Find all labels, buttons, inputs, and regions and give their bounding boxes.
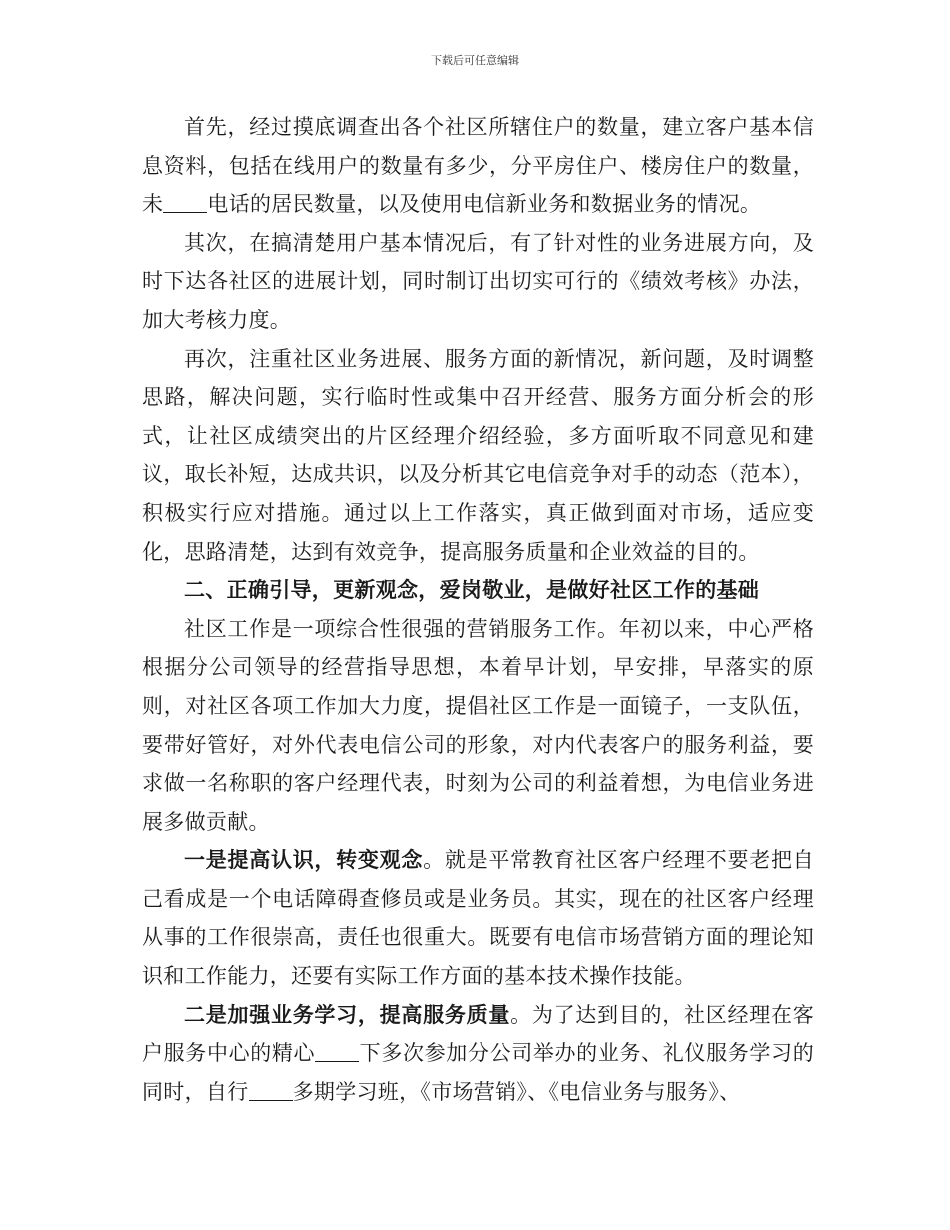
paragraph-community-work: 社区工作是一项综合性很强的营销服务工作。年初以来，中心严格根据分公司领导的经营指导思想，本着早计划，早安排，早落实的原则，对社区各项工作加大力度，提倡社区工作是一面镜子，一支队伍，要带好管好，对外代表电信公司的形象，对内代表客户的服务利益，要求做一名称职的客户经理代表，时刻为公司的利益着想，为电信业务进展多做贡献。 bbox=[142, 616, 814, 834]
paragraph-first-text-a: 首先，经过摸底调查出各个社区所辖住户的数量，建立客户基本信息资料，包括在线用户的数量有多少，分平房住户、楼房住户的数量，未 bbox=[142, 115, 814, 217]
paragraph-raise-awareness-lead: 一是提高认识，转变观念 bbox=[184, 847, 424, 873]
paragraph-raise-awareness bbox=[142, 841, 814, 995]
paragraph-strengthen-learning-text-c: 多期学习班，《市场营销》、《电信业务与服务》、 bbox=[292, 1079, 741, 1104]
paragraph-first-text-b: 电话的居民数量，以及使用电信新业务和数据业务的情况。 bbox=[207, 192, 762, 217]
paragraph-strengthen-learning-lead: 二是加强业务学习，提高服务质量 bbox=[184, 1001, 511, 1027]
paragraph-strengthen-learning bbox=[142, 996, 814, 1112]
paragraph-third: 再次，注重社区业务进展、服务方面的新情况，新问题，及时调整思路，解决问题，实行临时性或集中召开经营、服务方面分析会的形式，让社区成绩突出的片区经理介绍经验，多方面听取不同意见和建议，取长补短，达成共识，以及分析其它电信竞争对手的动态（范本），积极实行应对措施。通过以上工作落实，真正做到面对市场，适应变化，思路清楚，达到有效竞争，提高服务质量和企业效益的目的。 bbox=[142, 346, 814, 564]
blank-underline bbox=[315, 1040, 359, 1062]
paragraph-strengthen-learning-text-a: 。为了达到目的，社区经理在客户服务中心的精心 bbox=[142, 1002, 815, 1066]
blank-underline bbox=[249, 1079, 293, 1101]
document-body bbox=[142, 108, 814, 1111]
page-header-note: 下载后可任意编辑 bbox=[431, 54, 519, 67]
section-heading-two: 二、正确引导，更新观念，爱岗敬业，是做好社区工作的基础 bbox=[184, 577, 760, 603]
blank-underline bbox=[163, 191, 207, 213]
paragraph-raise-awareness-text: 。就是平常教育社区客户经理不要老把自己看成是一个电话障碍查修员或是业务员。其实，现在的社区客户经理从事的工作很崇高，责任也很重大。既要有电信市场营销方面的理论知识和工作能力，还要有实际工作方面的基本技术操作技能。 bbox=[142, 848, 814, 989]
paragraph-second: 其次，在搞清楚用户基本情况后，有了针对性的业务进展方向，及时下达各社区的进展计划，同时制订出切实可行的《绩效考核》办法，加大考核力度。 bbox=[142, 230, 814, 332]
paragraph-first bbox=[142, 108, 814, 224]
paragraph-strengthen-learning-text-b: 下多次参加分公司举办的业务、礼仪服务学习的同时，自行 bbox=[142, 1041, 814, 1104]
